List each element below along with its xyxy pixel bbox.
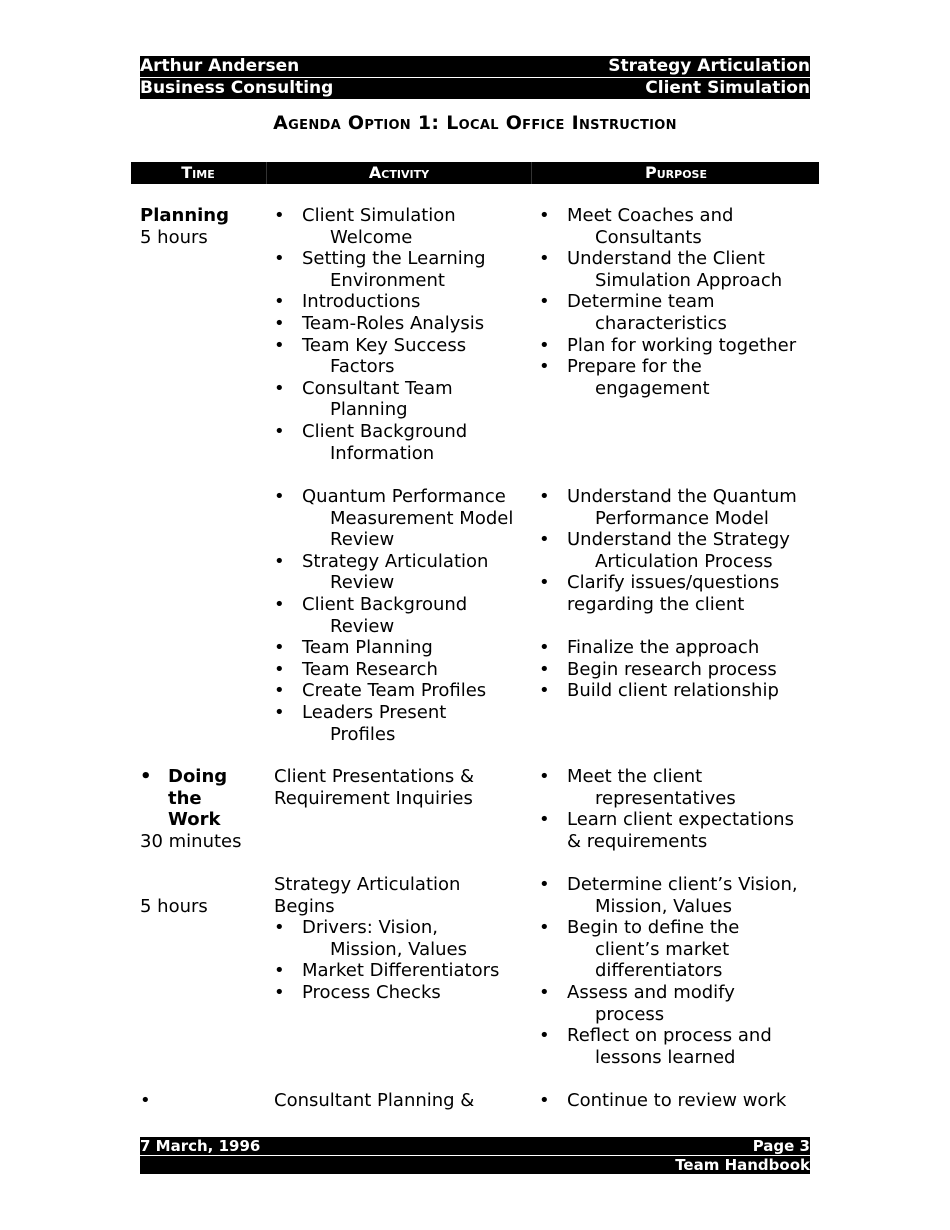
list-item-text: Consultant Team <box>302 377 453 399</box>
list-item-text: Simulation Approach <box>595 269 783 291</box>
list-item-text: Finalize the approach <box>567 637 760 658</box>
list-item-text: Team Research <box>302 658 438 680</box>
list-item-text: Quantum Performance <box>302 486 506 507</box>
list-item-text: Client Simulation <box>302 205 456 226</box>
header-company: Arthur Andersen <box>140 56 300 76</box>
list-item-text: Understand the Client <box>567 248 765 270</box>
list-item-text: Build client relationship <box>567 680 779 702</box>
list-item-text: Assess and modify <box>567 981 735 1003</box>
list-item-text: Team Key Success <box>302 334 467 356</box>
list-item-text: Articulation Process <box>595 550 773 572</box>
planning-activities-b <box>274 486 513 745</box>
list-item-text: Plan for working together <box>567 334 797 356</box>
doing-activity-3: Consultant Planning & <box>274 1090 475 1111</box>
list-item-text: Planning <box>330 399 408 421</box>
header-course: Strategy Articulation <box>608 56 810 76</box>
list-item <box>274 551 513 594</box>
list-item <box>274 637 513 659</box>
list-item-text: Begin to define the <box>567 917 740 939</box>
planning-activities-a <box>274 205 486 464</box>
list-item <box>539 1025 798 1068</box>
list-item-text: Understand the Strategy <box>567 529 790 551</box>
list-item <box>274 594 513 637</box>
list-item <box>539 572 797 594</box>
list-item-text: Measurement Model <box>330 507 514 529</box>
list-item-text: Prepare for the <box>567 356 702 378</box>
list-item-text: Market Differentiators <box>302 960 500 982</box>
list-item <box>539 917 798 982</box>
footer-date: 7 March, 1996 <box>140 1137 261 1155</box>
list-item-text: Introductions <box>302 291 421 313</box>
doing-activity-1-line1: Client Presentations & <box>274 766 475 787</box>
list-item-text: Mission, Values <box>330 938 467 960</box>
list-item-text: Continue to review work <box>567 1090 787 1111</box>
list-item <box>274 248 486 291</box>
list-item <box>274 335 486 378</box>
planning-duration: 5 hours <box>140 227 208 248</box>
doing-activity-2-line2: Begins <box>274 896 335 917</box>
list-item <box>274 378 486 421</box>
list-item-text: Team Planning <box>302 637 433 659</box>
list-item-text: Meet Coaches and <box>567 205 734 226</box>
list-item-text: Create Team Profiles <box>302 680 487 702</box>
doing-purposes-1 <box>539 766 794 831</box>
list-item <box>539 205 796 248</box>
list-item-text: Understand the Quantum <box>567 486 797 507</box>
doing-duration-1: 30 minutes <box>140 831 242 852</box>
list-item-text: characteristics <box>595 312 727 334</box>
list-item-text: Performance Model <box>595 507 769 529</box>
list-item-text: Determine client’s Vision, <box>567 874 798 895</box>
header-division: Business Consulting <box>140 78 334 98</box>
list-item-text: representatives <box>595 787 736 809</box>
purpose-continuation: & requirements <box>567 831 708 852</box>
list-item-text: process <box>595 1003 665 1025</box>
doing-activity-2-line1: Strategy Articulation <box>274 874 461 895</box>
planning-purposes-a <box>539 205 796 399</box>
header-module: Client Simulation <box>645 78 810 98</box>
list-item-text: Drivers: Vision, <box>302 917 438 938</box>
doing-activity-1-line2: Requirement Inquiries <box>274 788 473 809</box>
list-item-text: Profiles <box>330 723 396 745</box>
list-item <box>539 356 796 399</box>
list-item <box>539 486 797 529</box>
doing-purposes-3 <box>539 1090 786 1112</box>
list-item-text: Client Background <box>302 593 468 615</box>
list-item-text: Mission, Values <box>595 895 732 917</box>
footer-page-number: Page 3 <box>752 1137 810 1155</box>
list-item <box>274 917 499 960</box>
list-item <box>539 766 794 809</box>
list-item-text: differentiators <box>595 960 723 982</box>
list-item-text: Information <box>330 442 435 464</box>
doing-activities-2 <box>274 917 499 1003</box>
list-item-text: Process Checks <box>302 981 441 1003</box>
list-item <box>539 680 779 702</box>
list-item-text: Begin research process <box>567 658 777 680</box>
list-item-text: client’s market <box>595 938 730 960</box>
list-item <box>539 874 798 917</box>
list-item <box>539 291 796 334</box>
list-item-text: Review <box>330 529 395 551</box>
doing-label <box>140 766 227 831</box>
list-item <box>274 486 513 551</box>
list-item-text: Determine team <box>567 291 715 313</box>
list-item <box>274 313 486 335</box>
list-item-text: Review <box>330 572 395 594</box>
list-item <box>539 659 779 681</box>
list-item <box>274 659 513 681</box>
column-header-purpose: Purpose <box>531 162 820 184</box>
list-item-text: Review <box>330 615 395 637</box>
list-item-text: Leaders Present <box>302 701 447 723</box>
footer-bar-bottom <box>140 1156 810 1174</box>
table-header <box>131 162 819 184</box>
list-item-text: Meet the client <box>567 766 703 787</box>
page-title: Agenda Option 1: Local Office Instruction <box>273 112 677 134</box>
planning-purposes-b1 <box>539 486 797 594</box>
list-item-text: engagement <box>595 377 710 399</box>
list-item-text: Environment <box>330 269 445 291</box>
planning-purposes-b2 <box>539 637 779 702</box>
list-item-text: Factors <box>330 356 395 378</box>
list-item <box>539 1090 786 1112</box>
list-item <box>274 960 499 982</box>
list-item-text: lessons learned <box>595 1046 736 1068</box>
footer-bar-top <box>140 1137 810 1155</box>
list-item <box>539 529 797 572</box>
list-item <box>274 680 513 702</box>
planning-label: Planning <box>140 205 230 226</box>
header-bar-bottom <box>140 78 810 99</box>
list-item <box>539 982 798 1025</box>
footer-document: Team Handbook <box>675 1156 810 1174</box>
list-item <box>539 335 796 357</box>
list-item <box>274 291 486 313</box>
list-item-text: Welcome <box>330 226 413 248</box>
list-item <box>274 421 486 464</box>
doing-purposes-2 <box>539 874 798 1068</box>
list-item-text: Consultants <box>595 226 702 248</box>
list-item <box>274 982 499 1004</box>
list-item-text: Clarify issues/questions <box>567 572 780 594</box>
purpose-continuation: regarding the client <box>567 594 745 615</box>
list-item <box>539 637 779 659</box>
bullet-icon: • <box>140 1090 151 1111</box>
doing-duration-2: 5 hours <box>140 896 208 917</box>
header-bar-top <box>140 56 810 77</box>
list-item <box>274 205 486 248</box>
list-item <box>539 809 794 831</box>
column-header-activity: Activity <box>266 162 531 184</box>
list-item-text: Learn client expectations <box>567 809 794 831</box>
list-item-text: Strategy Articulation <box>302 550 489 572</box>
list-item-text: Team-Roles Analysis <box>302 312 485 334</box>
list-item-text: Reflect on process and <box>567 1025 772 1047</box>
doing-label-item: • Doing the Work <box>140 766 227 831</box>
column-header-time: Time <box>181 163 215 182</box>
list-item <box>539 248 796 291</box>
list-item-text: Client Background <box>302 420 468 442</box>
list-item-text: Setting the Learning <box>302 248 486 270</box>
list-item <box>274 702 513 745</box>
